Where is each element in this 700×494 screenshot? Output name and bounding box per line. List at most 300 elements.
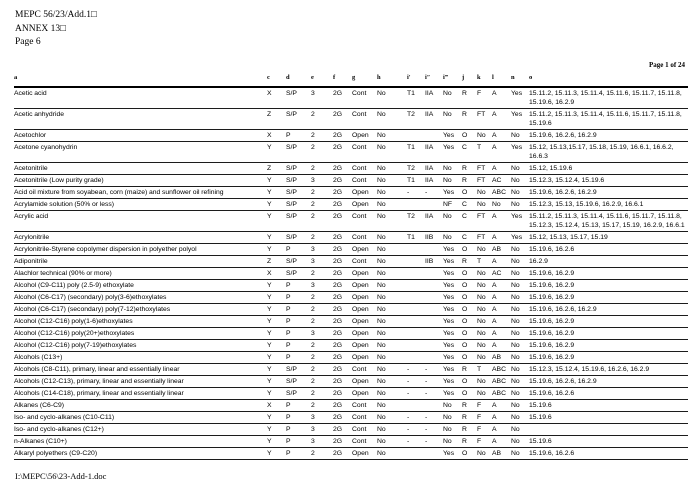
table-row	[14, 316, 688, 328]
cell-d: P	[286, 400, 311, 412]
cell-l: A	[492, 328, 511, 340]
cell-d: S/P	[286, 376, 311, 388]
cell-i3: Yes	[443, 268, 462, 280]
column-header-f: f	[333, 74, 352, 87]
cell-c: Y	[267, 340, 286, 352]
cell-l: A	[492, 256, 511, 268]
cell-f: 2G	[333, 268, 352, 280]
cell-n: No	[511, 163, 529, 175]
cell-k: T	[477, 142, 492, 163]
cell-f: 2G	[333, 175, 352, 187]
cell-f: 2G	[333, 199, 352, 211]
cell-i2: IIA	[425, 109, 443, 130]
cell-j: R	[462, 412, 477, 424]
column-header-e: e	[311, 74, 333, 87]
cell-c: X	[267, 400, 286, 412]
cell-o: 15.19.6, 16.2.6, 16.2.9	[529, 304, 688, 316]
cell-l: A	[492, 424, 511, 436]
cell-a: Alcohols (C12-C13), primary, linear and essentially linear	[14, 376, 267, 388]
cell-a: Acetonitrile	[14, 163, 267, 175]
cell-e: 2	[311, 388, 333, 400]
column-header-h: h	[377, 74, 407, 87]
cell-g: Open	[352, 187, 377, 199]
cell-i2	[425, 340, 443, 352]
cell-f: 2G	[333, 376, 352, 388]
cell-o: 15.19.6, 16.2.6	[529, 448, 688, 460]
cell-l: A	[492, 211, 511, 232]
cell-d: P	[286, 448, 311, 460]
cell-c: Z	[267, 256, 286, 268]
cell-g: Cont	[352, 142, 377, 163]
column-header-j: j	[462, 74, 477, 87]
cell-c: X	[267, 130, 286, 142]
cell-d: P	[286, 436, 311, 448]
table-row	[14, 199, 688, 211]
cell-h: No	[377, 142, 407, 163]
cell-e: 2	[311, 292, 333, 304]
cell-i2	[425, 328, 443, 340]
cell-g: Open	[352, 448, 377, 460]
page-indicator: Page 1 of 24	[649, 61, 685, 69]
cell-l: A	[492, 304, 511, 316]
cell-k: FT	[477, 109, 492, 130]
cell-n: No	[511, 292, 529, 304]
cell-n: No	[511, 376, 529, 388]
cell-i3: Yes	[443, 130, 462, 142]
cell-k: F	[477, 412, 492, 424]
cell-j: R	[462, 364, 477, 376]
table-row	[14, 388, 688, 400]
cell-f: 2G	[333, 304, 352, 316]
cell-j: C	[462, 142, 477, 163]
cell-k: No	[477, 187, 492, 199]
cell-h: No	[377, 87, 407, 109]
cell-o: 16.2.9	[529, 256, 688, 268]
cell-i3: Yes	[443, 376, 462, 388]
cell-f: 2G	[333, 388, 352, 400]
cell-j: R	[462, 87, 477, 109]
table-row	[14, 280, 688, 292]
column-header-c: c	[267, 74, 286, 87]
cell-f: 2G	[333, 352, 352, 364]
cell-o: 15.12, 15.13,15.17, 15.18, 15.19, 16.6.1, 16.6.2, 16.6.3	[529, 142, 688, 163]
cell-f: 2G	[333, 412, 352, 424]
cell-i1	[407, 268, 425, 280]
cell-h: No	[377, 280, 407, 292]
cell-i2	[425, 448, 443, 460]
cell-c: Y	[267, 211, 286, 232]
cell-c: Y	[267, 316, 286, 328]
cell-l: A	[492, 109, 511, 130]
cell-i2	[425, 292, 443, 304]
cell-k: No	[477, 292, 492, 304]
cell-f: 2G	[333, 280, 352, 292]
cell-i3: No	[443, 436, 462, 448]
cell-j: O	[462, 292, 477, 304]
cell-k: No	[477, 316, 492, 328]
cell-a: Alcohols (C14-C18), primary, linear and essentially linear	[14, 388, 267, 400]
cell-o: 15.19.6	[529, 412, 688, 424]
cell-g: Cont	[352, 163, 377, 175]
table-row	[14, 87, 688, 109]
cell-j: R	[462, 163, 477, 175]
cell-d: S/P	[286, 256, 311, 268]
cell-g: Cont	[352, 109, 377, 130]
cell-l: ABC	[492, 364, 511, 376]
cell-a: Iso- and cyclo-alkanes (C12+)	[14, 424, 267, 436]
cell-i1	[407, 199, 425, 211]
cell-h: No	[377, 244, 407, 256]
document-reference: MEPC 56/23/Add.1□	[15, 10, 97, 20]
cell-n: No	[511, 256, 529, 268]
cell-i3: Yes	[443, 244, 462, 256]
cell-c: Y	[267, 244, 286, 256]
cell-g: Open	[352, 268, 377, 280]
cell-a: Acrylamide solution (50% or less)	[14, 199, 267, 211]
cell-k: No	[477, 388, 492, 400]
cell-i2	[425, 400, 443, 412]
cell-i3: Yes	[443, 352, 462, 364]
cell-e: 2	[311, 268, 333, 280]
cell-n: No	[511, 187, 529, 199]
cell-i3: Yes	[443, 316, 462, 328]
cell-e: 2	[311, 163, 333, 175]
table-row	[14, 436, 688, 448]
table-row	[14, 448, 688, 460]
cell-l: A	[492, 436, 511, 448]
cell-o: 15.19.6, 16.2.9	[529, 328, 688, 340]
cell-i3: Yes	[443, 448, 462, 460]
cell-n: No	[511, 175, 529, 187]
cell-i2: IIA	[425, 175, 443, 187]
cell-i2	[425, 268, 443, 280]
cell-i1	[407, 448, 425, 460]
page-number: Page 6	[15, 37, 41, 47]
cell-k: No	[477, 352, 492, 364]
cell-f: 2G	[333, 187, 352, 199]
cell-k: No	[477, 244, 492, 256]
cell-i1: T1	[407, 142, 425, 163]
cell-c: Y	[267, 232, 286, 244]
table-header-row	[14, 74, 688, 87]
cell-o: 15.19.6, 16.2.9	[529, 352, 688, 364]
cell-c: Y	[267, 448, 286, 460]
column-header-i2: i″	[425, 74, 443, 87]
cell-a: Alcohols (C8-C11), primary, linear and essentially linear	[14, 364, 267, 376]
cell-j: R	[462, 109, 477, 130]
cell-n: No	[511, 388, 529, 400]
cell-k: F	[477, 400, 492, 412]
cell-f: 2G	[333, 436, 352, 448]
table-row	[14, 175, 688, 187]
cell-k: FT	[477, 175, 492, 187]
cell-d: S/P	[286, 187, 311, 199]
cell-e: 2	[311, 232, 333, 244]
cell-h: No	[377, 340, 407, 352]
column-header-n: n	[511, 74, 529, 87]
cell-i3: No	[443, 109, 462, 130]
cell-n: No	[511, 304, 529, 316]
cell-d: S/P	[286, 163, 311, 175]
cell-g: Open	[352, 280, 377, 292]
cell-c: Z	[267, 109, 286, 130]
cell-f: 2G	[333, 340, 352, 352]
cell-k: No	[477, 448, 492, 460]
cell-f: 2G	[333, 400, 352, 412]
cell-i1: -	[407, 388, 425, 400]
cell-l: ABC	[492, 376, 511, 388]
cell-l: AB	[492, 352, 511, 364]
cell-o: 15.12.3, 15.12.4, 15.19.6	[529, 175, 688, 187]
cell-d: P	[286, 280, 311, 292]
cell-a: Acetone cyanohydrin	[14, 142, 267, 163]
cell-i1: T2	[407, 211, 425, 232]
table-row	[14, 340, 688, 352]
cell-g: Cont	[352, 232, 377, 244]
cell-c: X	[267, 268, 286, 280]
cell-h: No	[377, 268, 407, 280]
cell-l: A	[492, 87, 511, 109]
cell-i3: Yes	[443, 340, 462, 352]
cell-j: O	[462, 328, 477, 340]
cell-i2: -	[425, 412, 443, 424]
cell-c: Y	[267, 352, 286, 364]
cell-l: ABC	[492, 187, 511, 199]
cell-j: C	[462, 211, 477, 232]
cell-o: 15.12, 15.19.6	[529, 163, 688, 175]
cell-i1: -	[407, 187, 425, 199]
cell-c: Y	[267, 199, 286, 211]
cell-i2	[425, 199, 443, 211]
cell-a: Acetic acid	[14, 87, 267, 109]
column-header-g: g	[352, 74, 377, 87]
cell-e: 2	[311, 211, 333, 232]
table-row	[14, 130, 688, 142]
cell-l: AB	[492, 448, 511, 460]
cell-k: T	[477, 364, 492, 376]
cell-h: No	[377, 436, 407, 448]
cell-e: 3	[311, 87, 333, 109]
cell-i2: -	[425, 376, 443, 388]
cell-i1: -	[407, 436, 425, 448]
cell-c: Y	[267, 304, 286, 316]
cell-e: 2	[311, 352, 333, 364]
cell-l: A	[492, 400, 511, 412]
cell-e: 2	[311, 316, 333, 328]
cell-d: S/P	[286, 199, 311, 211]
cell-l: ABC	[492, 388, 511, 400]
cell-n: No	[511, 130, 529, 142]
cell-c: Z	[267, 163, 286, 175]
table-row	[14, 268, 688, 280]
cell-e: 3	[311, 436, 333, 448]
cell-h: No	[377, 211, 407, 232]
cell-o: 15.19.6, 16.2.6, 16.2.9	[529, 187, 688, 199]
cell-i2	[425, 244, 443, 256]
cell-c: Y	[267, 175, 286, 187]
cell-j: O	[462, 376, 477, 388]
cell-g: Cont	[352, 256, 377, 268]
cell-i2: -	[425, 424, 443, 436]
cell-g: Open	[352, 304, 377, 316]
cell-j: R	[462, 400, 477, 412]
cell-f: 2G	[333, 130, 352, 142]
cell-g: Open	[352, 340, 377, 352]
cell-i1	[407, 328, 425, 340]
cell-i1	[407, 316, 425, 328]
cell-a: Acid oil mixture from soyabean, corn (maize) and sunflower oil refining	[14, 187, 267, 199]
cell-d: P	[286, 130, 311, 142]
cell-a: Alcohol (C12-C16) poly(1-6)ethoxylates	[14, 316, 267, 328]
cell-h: No	[377, 199, 407, 211]
cell-d: S/P	[286, 142, 311, 163]
cell-d: P	[286, 424, 311, 436]
cell-k: T	[477, 256, 492, 268]
cell-k: F	[477, 424, 492, 436]
cell-d: S/P	[286, 268, 311, 280]
footer-file-path: I:\MEPC\56\23-Add-1.doc	[15, 471, 107, 481]
table-row	[14, 187, 688, 199]
cell-l: A	[492, 292, 511, 304]
cell-g: Cont	[352, 436, 377, 448]
cell-n: Yes	[511, 87, 529, 109]
cell-f: 2G	[333, 292, 352, 304]
cell-i1: -	[407, 412, 425, 424]
cell-e: 2	[311, 304, 333, 316]
cell-c: Y	[267, 424, 286, 436]
cell-i3: Yes	[443, 304, 462, 316]
table-row	[14, 256, 688, 268]
cell-k: No	[477, 340, 492, 352]
cell-h: No	[377, 316, 407, 328]
cell-i3: No	[443, 175, 462, 187]
cell-c: Y	[267, 292, 286, 304]
cell-o: 15.12.3, 15.13, 15.19.6, 16.2.9, 16.6.1	[529, 199, 688, 211]
cell-i2: IIA	[425, 163, 443, 175]
cell-a: Alkanes (C6-C9)	[14, 400, 267, 412]
cell-d: P	[286, 340, 311, 352]
cell-i2: -	[425, 436, 443, 448]
cell-o: 15.12.3, 15.12.4, 15.19.6, 16.2.6, 16.2.9	[529, 364, 688, 376]
cell-i1	[407, 304, 425, 316]
cell-g: Open	[352, 388, 377, 400]
cell-g: Open	[352, 199, 377, 211]
cell-h: No	[377, 364, 407, 376]
cell-o: 15.19.6, 16.2.9	[529, 280, 688, 292]
table-row	[14, 163, 688, 175]
cell-g: Open	[352, 244, 377, 256]
cell-i3: No	[443, 412, 462, 424]
cell-e: 3	[311, 244, 333, 256]
cell-a: Alcohol (C6-C17) (secondary) poly(7-12)ethoxylates	[14, 304, 267, 316]
cell-l: A	[492, 280, 511, 292]
cell-l: A	[492, 142, 511, 163]
table-header	[14, 74, 688, 87]
cell-h: No	[377, 163, 407, 175]
cell-d: S/P	[286, 388, 311, 400]
cell-i2: IIB	[425, 256, 443, 268]
cell-i2: IIA	[425, 87, 443, 109]
table-row	[14, 376, 688, 388]
cell-o: 15.19.6, 16.2.6, 16.2.9	[529, 376, 688, 388]
cell-i1	[407, 280, 425, 292]
cell-l: A	[492, 232, 511, 244]
cell-f: 2G	[333, 232, 352, 244]
cell-f: 2G	[333, 316, 352, 328]
cell-i2: -	[425, 388, 443, 400]
cell-n: No	[511, 280, 529, 292]
cell-i1: -	[407, 364, 425, 376]
cell-e: 2	[311, 142, 333, 163]
cell-g: Open	[352, 316, 377, 328]
cell-e: 2	[311, 376, 333, 388]
cell-k: F	[477, 87, 492, 109]
column-header-i1: i′	[407, 74, 425, 87]
table-row	[14, 211, 688, 232]
cell-i3: No	[443, 211, 462, 232]
cell-c: Y	[267, 436, 286, 448]
cell-i3: Yes	[443, 280, 462, 292]
cell-c: Y	[267, 142, 286, 163]
cell-l: A	[492, 163, 511, 175]
cell-g: Open	[352, 130, 377, 142]
table-row	[14, 352, 688, 364]
cell-g: Cont	[352, 364, 377, 376]
cell-n: No	[511, 352, 529, 364]
cell-n: Yes	[511, 211, 529, 232]
cell-j: O	[462, 316, 477, 328]
cell-i3: Yes	[443, 364, 462, 376]
cell-j: O	[462, 130, 477, 142]
cell-o: 15.19.6	[529, 400, 688, 412]
cell-c: Y	[267, 328, 286, 340]
cell-e: 3	[311, 328, 333, 340]
cell-g: Open	[352, 328, 377, 340]
cell-f: 2G	[333, 448, 352, 460]
cell-c: Y	[267, 412, 286, 424]
cell-i2	[425, 352, 443, 364]
cell-h: No	[377, 328, 407, 340]
cell-a: Adiponitrile	[14, 256, 267, 268]
cell-f: 2G	[333, 328, 352, 340]
column-header-l: l	[492, 74, 511, 87]
cell-o: 15.11.2, 15.11.3, 15.11.4, 15.11.6, 15.11.7, 15.11.8, 15.19.6, 16.2.9	[529, 87, 688, 109]
cell-h: No	[377, 424, 407, 436]
cell-o: 15.19.6, 16.2.9	[529, 268, 688, 280]
cell-i3: Yes	[443, 142, 462, 163]
cell-i1: -	[407, 424, 425, 436]
cell-a: Alkaryl polyethers (C9-C20)	[14, 448, 267, 460]
cell-g: Open	[352, 376, 377, 388]
cell-j: O	[462, 280, 477, 292]
cell-o: 15.19.6	[529, 436, 688, 448]
cell-i2	[425, 280, 443, 292]
cell-i2: IIA	[425, 142, 443, 163]
cell-j: C	[462, 199, 477, 211]
cell-i3: NF	[443, 199, 462, 211]
annex-label: ANNEX 13□	[15, 23, 66, 34]
cell-o: 15.19.6, 16.2.9	[529, 292, 688, 304]
cell-i2: -	[425, 364, 443, 376]
cell-j: R	[462, 175, 477, 187]
cell-j: O	[462, 268, 477, 280]
cell-d: S/P	[286, 175, 311, 187]
cell-h: No	[377, 412, 407, 424]
cell-a: Acetochlor	[14, 130, 267, 142]
cell-d: P	[286, 412, 311, 424]
cell-o: 15.12, 15.13, 15.17, 15.19	[529, 232, 688, 244]
cell-o: 15.19.6, 16.2.6, 16.2.9	[529, 130, 688, 142]
